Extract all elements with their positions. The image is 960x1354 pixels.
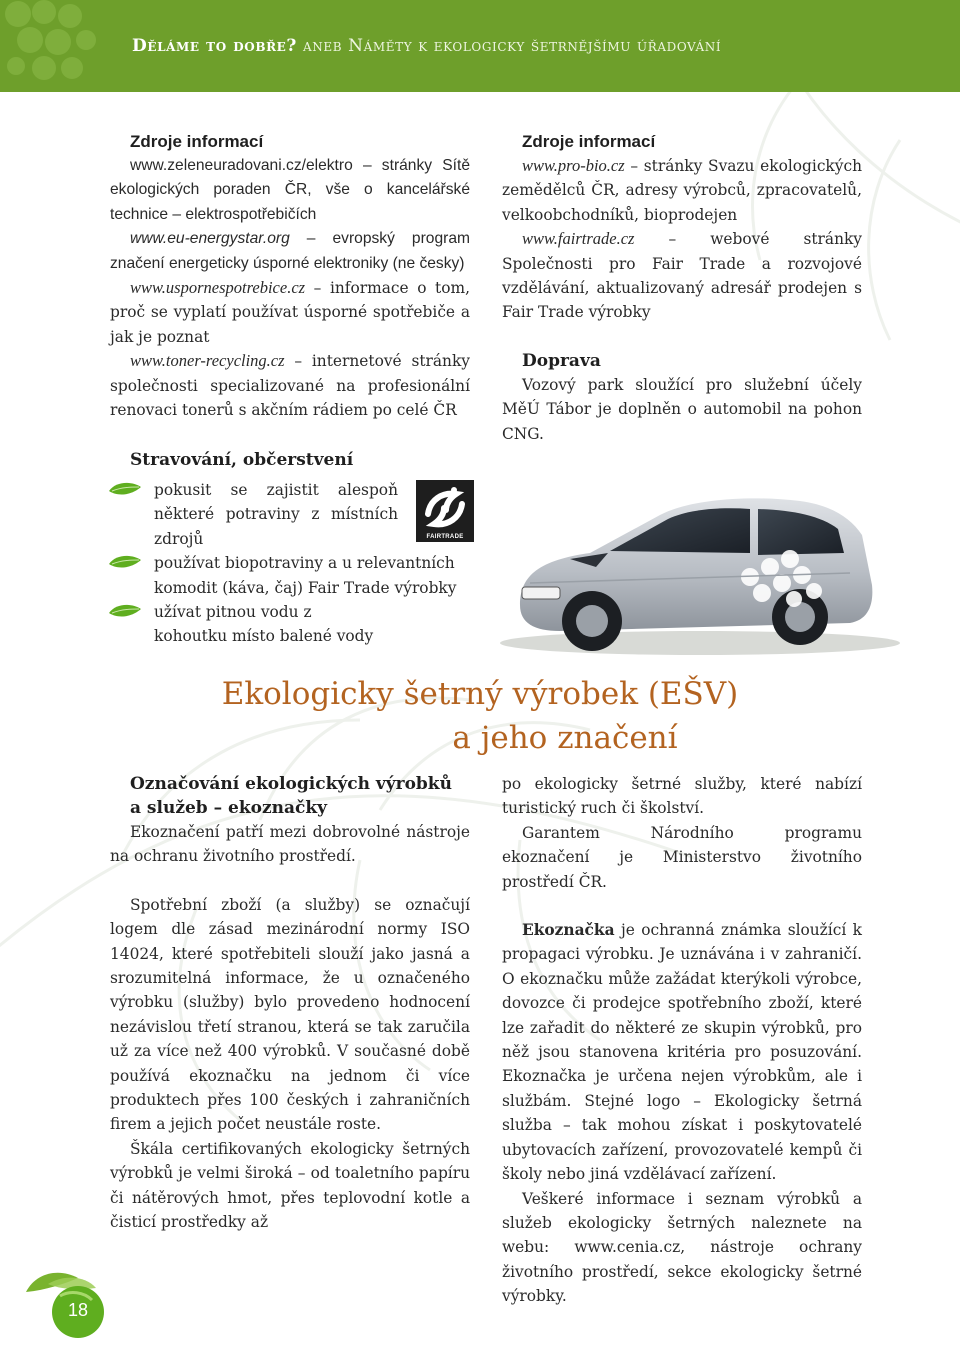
ecolabel-term: Ekoznačka <box>522 921 615 940</box>
ecolabel-paragraph: po ekologicky šetrné služby, které nabízí turistický ruch či školství. <box>502 775 862 818</box>
right-info-sources <box>502 130 862 446</box>
food-section <box>130 448 470 649</box>
ecolabel-paragraph: Ekoznačení patří mezi dobrovolné nástroje na ochranu životního prostředí. <box>110 823 470 866</box>
leaf-bullet-icon <box>108 554 142 570</box>
source-link[interactable]: www.uspornespotrebice.cz <box>130 278 306 298</box>
header-title <box>132 36 721 56</box>
source-link[interactable]: www.fairtrade.cz <box>522 229 635 249</box>
ecolabel-paragraph: Veškeré informace i seznam výrobků a služeb ekologicky šetrných naleznete na webu: www.cenia.cz, nástroje ochrany životního prostředí, sekce ekologicky šetrné výrobky. <box>502 1189 862 1306</box>
source-entry: www.eu-energystar.org – evropský program značení energeticky úsporné elektroniky (ne česky) <box>110 230 470 272</box>
fairtrade-logo <box>416 480 474 542</box>
list-item: používat biopotraviny a u relevantních komodit (káva, čaj) Fair Trade výrobky <box>130 551 470 600</box>
left-sources-heading: Zdroje informací <box>130 132 264 151</box>
page-number: 18 <box>67 1300 89 1320</box>
page-header-band <box>0 0 960 92</box>
section-title <box>110 672 850 760</box>
source-entry: www.pro-bio.cz – stránky Svazu ekologických zemědělců ČR, adresy výrobců, zpracovatelů, velkoobchodníků, bioprodejen <box>502 156 862 224</box>
source-entry: www.toner-recycling.cz – internetové stránky společnosti specializované na profesionální renovaci tonerů s akčním rádiem po celé ČR <box>110 351 470 420</box>
cng-car-photo <box>500 455 960 655</box>
leaf-bullet-icon <box>108 603 142 619</box>
source-entry: www.fairtrade.cz – webové stránky Společnosti pro Fair Trade a rozvojové vzdělávání, aktualizovaný adresář prodejen s Fair Trade výrobky <box>502 229 862 322</box>
ecolabel-heading: Označování ekologických výrobků a služeb – ekoznačky <box>130 774 452 818</box>
left-info-sources <box>110 130 470 422</box>
transport-heading: Doprava <box>522 350 601 371</box>
source-link[interactable]: www.toner-recycling.cz <box>130 351 285 371</box>
source-link[interactable]: www.eu-energystar.org <box>130 230 290 248</box>
list-item: užívat pitnou vodu z kohoutku místo balené vody <box>130 600 470 649</box>
source-entry: www.zeleneuradovani.cz/elektro – stránky Sítě ekologických poraden ČR, vše o kancelářské technice – elektrospotřebičích <box>110 157 470 223</box>
source-entry: www.uspornespotrebice.cz – informace o tom, proč se vyplatí používat úsporné spotřebiče a jak je poznat <box>110 278 470 346</box>
transport-text: Vozový park sloužící pro služební účely MěÚ Tábor je doplněn o automobil na pohon CNG. <box>502 375 862 443</box>
ecolabel-paragraph: Ekoznačka je ochranná známka sloužící k propagaci výrobku. Je uznávána i v zahraničí. O ekoznačku může zažádat kterýkoli výrobce, dovozce či prodejce spotřebního zboží, které lze zařadit do některé ze skupin výrobků, pro něž jsou stanovena kritéria pro posuzování. Ekoznačka je určena nejen výrobkům, ale i službám. Stejné logo – Ekologicky šetrná služba – tak mohou získat i poskytovatelé ubytovacích zařízení, provozovatelé kempů či školy nebo jiná vzdělávací zařízení. <box>502 921 862 1184</box>
header-title-rest: aneb Náměty k ekologicky šetrnějšímu úřadování <box>296 36 722 56</box>
right-sources-heading: Zdroje informací <box>522 132 656 151</box>
section-title-line1: Ekologicky šetrný výrobek (EŠV) <box>221 676 739 712</box>
ecolabel-detail-column <box>502 772 862 1309</box>
source-link[interactable]: www.pro-bio.cz <box>522 156 625 175</box>
fairtrade-logo-text: FAIRTRADE <box>426 534 464 540</box>
food-heading: Stravování, občerstvení <box>130 450 354 470</box>
list-item: pokusit se zajistit alespoň některé potraviny z místních zdrojů <box>130 478 470 551</box>
ecolabel-paragraph: Spotřební zboží (a služby) se označují logem dle zásad mezinárodní normy ISO 14024, které spotřebiteli slouží jako jasná a srozumitelná informace, že u označeného výrobku (služby) bylo provedeno hodnocení nezávislou třetí stranou, která se tak zaručila už za více než 400 výrobků. V současné době používá ekoznačku na jednom či více produktech přes 100 českých i zahraničních firem a jejich počet neustále roste. <box>110 895 470 1134</box>
ecolabel-intro-column <box>110 772 470 1235</box>
ecolabel-paragraph: Garantem Národního programu ekoznačení je Ministerstvo životního prostředí ČR. <box>502 823 862 891</box>
section-title-line2: a jeho značení <box>452 720 678 756</box>
leaf-bullet-icon <box>108 481 142 497</box>
fairtrade-mark-icon <box>416 480 474 542</box>
grape-leaf-decoration-icon <box>0 0 120 92</box>
source-link[interactable]: www.zeleneuradovani.cz/elektro <box>130 157 353 174</box>
ecolabel-paragraph: Škála certifikovaných ekologicky šetrných výrobků je velmi široká – od toaletního papíru či nátěrových hmot, přes teplovodní kotle a čisticí prostředky až <box>110 1139 470 1232</box>
header-title-bold: Děláme to dobře? <box>132 36 297 56</box>
